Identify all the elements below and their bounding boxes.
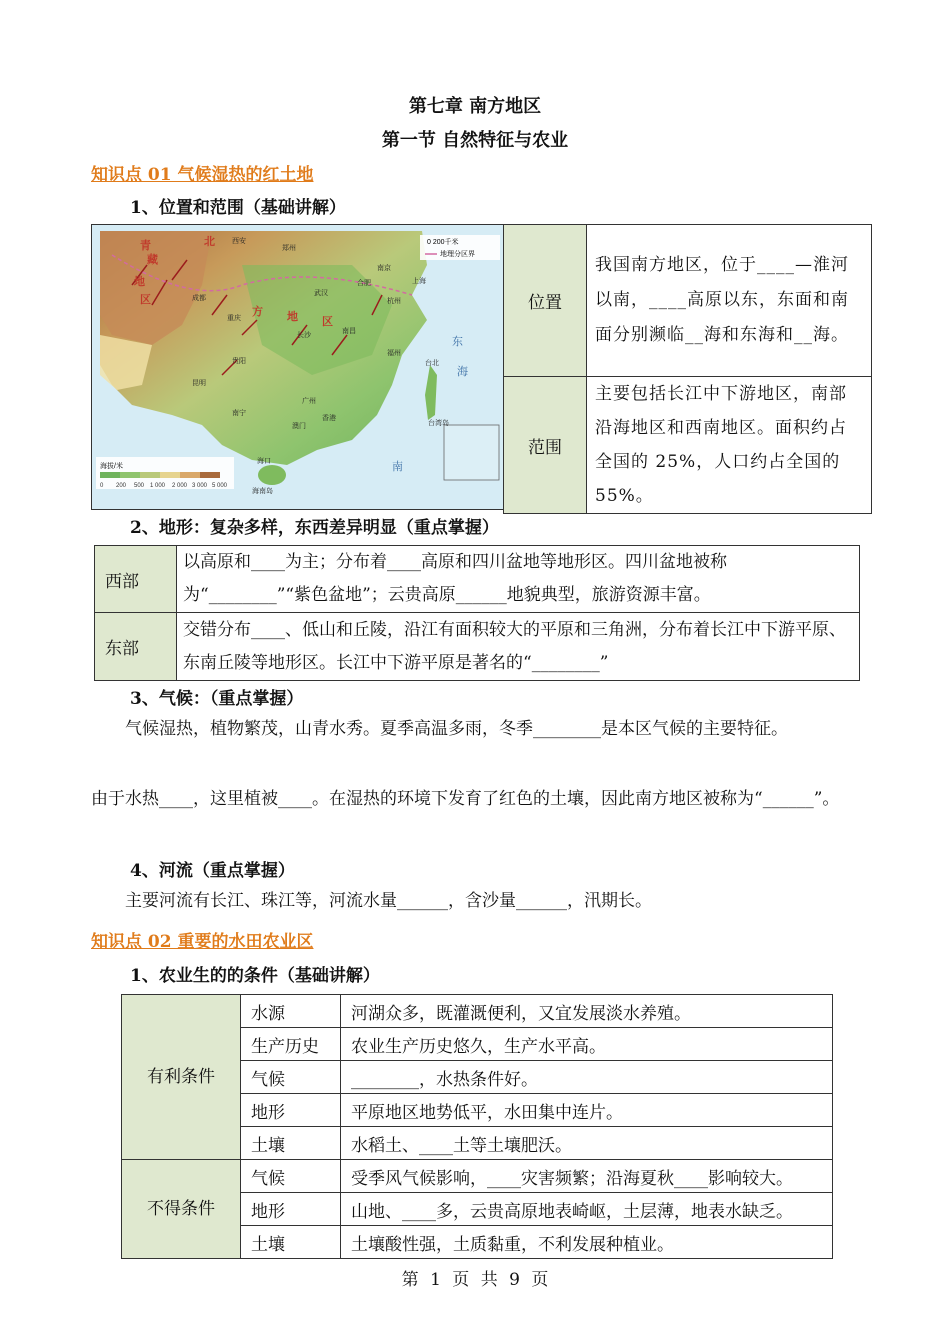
condition-value: 平原地区地势低平，水田集中连片。 — [341, 1094, 833, 1127]
map-label: 方 — [252, 306, 263, 318]
condition-value: 农业生产历史悠久，生产水平高。 — [341, 1028, 833, 1061]
elevation-label: 海拔/米 — [100, 463, 123, 470]
map-label: 南宁 — [232, 410, 246, 417]
footer-text: 第 — [401, 1270, 419, 1290]
elev-tick: 500 — [134, 483, 145, 489]
subsection-location: 1、位置和范围（基础讲解） — [130, 198, 346, 218]
page-footer — [0, 1265, 950, 1290]
condition-key: 地形 — [241, 1193, 341, 1226]
range-label: 范围 — [504, 377, 587, 514]
footer-text: 共 — [480, 1270, 498, 1290]
section-title: 第一节 自然特征与农业 — [381, 130, 569, 151]
subsection-terrain: 2、地形：复杂多样，东西差异明显（重点掌握） — [130, 518, 499, 538]
map-label: 北 — [204, 235, 215, 248]
terrain-west-label: 西部 — [95, 546, 177, 613]
elev-tick: 1 000 — [150, 483, 166, 489]
river-paragraph: 主要河流有长江、珠江等，河流水量______，含沙量______，汛期长。 — [125, 891, 652, 911]
elev-tick: 5 000 — [212, 483, 228, 489]
map-image — [92, 225, 504, 510]
map-label: 台湾岛 — [428, 420, 449, 427]
condition-value: 山地、____多，云贵高原地表崎岖，土层薄，地表水缺乏。 — [341, 1193, 833, 1226]
climate-paragraph-1: 气候湿热，植物繁茂，山青水秀。夏季高温多雨，冬季________是本区气候的主要特征。 — [125, 719, 788, 739]
map-label: 南昌 — [342, 328, 356, 335]
map-label: 青 — [140, 239, 151, 252]
subsection-agriculture-conditions: 1、农业生的的条件（基础讲解） — [130, 966, 380, 986]
inset-map — [444, 425, 499, 480]
map-legend-line: 地理分区界 — [440, 251, 475, 258]
footer-text: 页 — [452, 1270, 470, 1290]
location-range-table — [503, 224, 872, 514]
location-label: 位置 — [504, 225, 587, 377]
map-label: 重庆 — [227, 315, 241, 322]
map-label: 台北 — [425, 360, 439, 367]
subsection-river: 4、河流（重点掌握） — [130, 861, 295, 881]
map-label: 海 — [457, 365, 468, 378]
map-label: 郑州 — [282, 245, 296, 252]
elev-tick: 0 — [100, 483, 104, 489]
favorable-label: 有利条件 — [122, 995, 241, 1160]
page-number: 1 — [430, 1270, 441, 1290]
agriculture-conditions-table — [121, 994, 833, 1259]
map-label: 澳门 — [292, 423, 306, 430]
elevation-bar — [100, 472, 220, 478]
condition-key: 土壤 — [241, 1127, 341, 1160]
chapter-title: 第七章 南方地区 — [408, 96, 542, 117]
map-label: 杭州 — [387, 298, 401, 305]
climate-paragraph-2: 由于水热____，这里植被____。在湿热的环境下发育了红色的土壤，因此南方地区被称为“______”。 — [91, 789, 840, 809]
map-label: 广州 — [302, 398, 316, 405]
map-label: 贵阳 — [232, 358, 246, 365]
elev-tick: 3 000 — [192, 483, 208, 489]
condition-key: 地形 — [241, 1094, 341, 1127]
map-label: 地 — [134, 275, 145, 288]
map-label: 昆明 — [192, 380, 206, 387]
map-label: 地 — [287, 311, 298, 323]
map-label: 东 — [452, 335, 463, 348]
subsection-climate: 3、气候：（重点掌握） — [130, 689, 304, 709]
map-label: 合肥 — [357, 280, 371, 287]
elev-tick: 200 — [116, 483, 127, 489]
map-label: 长沙 — [297, 332, 311, 339]
knowledge-point-2-title: 知识点 02 重要的水田农业区 — [91, 932, 314, 952]
map-label: 南京 — [377, 265, 391, 272]
condition-value: 河湖众多，既灌溉便利，又宜发展淡水养殖。 — [341, 995, 833, 1028]
location-text: 我国南方地区，位于____—淮河以南，____高原以东，东面和南面分别濒临__海和东海和__海。 — [587, 225, 872, 377]
footer-text: 页 — [531, 1270, 549, 1290]
elev-tick: 2 000 — [172, 483, 188, 489]
map-label: 西安 — [232, 238, 246, 245]
map-label: 海南岛 — [252, 488, 273, 495]
hainan-island — [258, 465, 286, 485]
map-label: 藏 — [147, 253, 158, 266]
condition-key: 气候 — [241, 1160, 341, 1193]
terrain-west-text: 以高原和____为主；分布着____高原和四川盆地等地形区。四川盆地被称为“________”“紫色盆地”；云贵高原______地貌典型，旅游资源丰富。 — [177, 546, 860, 613]
unfavorable-label: 不得条件 — [122, 1160, 241, 1259]
terrain-east-text: 交错分布____、低山和丘陵，沿江有面积较大的平原和三角洲，分布着长江中下游平原、东南丘陵等地形区。长江中下游平原是著名的“________” — [177, 613, 860, 681]
map-label: 海口 — [257, 458, 271, 465]
map-label: 香港 — [322, 415, 336, 422]
condition-key: 土壤 — [241, 1226, 341, 1259]
map-label: 上海 — [412, 278, 426, 285]
page-total: 9 — [509, 1270, 520, 1290]
range-text: 主要包括长江中下游地区，南部沿海地区和西南地区。面积约占全国的 25%，人口约占全国的55%。 — [587, 377, 872, 514]
map-label: 福州 — [387, 350, 401, 357]
terrain-table — [94, 545, 860, 681]
condition-value: ________，水热条件好。 — [341, 1061, 833, 1094]
map-label: 区 — [322, 316, 333, 328]
map-label: 武汉 — [314, 290, 328, 297]
map-scale: 0 200千米 — [427, 239, 459, 246]
knowledge-point-1-title: 知识点 01 气候湿热的红土地 — [91, 165, 314, 185]
south-region-map — [91, 224, 504, 510]
condition-value: 受季风气候影响，____灾害频繁；沿海夏秋____影响较大。 — [341, 1160, 833, 1193]
map-label: 区 — [140, 293, 151, 306]
condition-key: 气候 — [241, 1061, 341, 1094]
condition-value: 水稻土、____土等土壤肥沃。 — [341, 1127, 833, 1160]
map-label: 成都 — [192, 295, 206, 302]
condition-key: 水源 — [241, 995, 341, 1028]
condition-value: 土壤酸性强，土质黏重，不利发展种植业。 — [341, 1226, 833, 1259]
condition-key: 生产历史 — [241, 1028, 341, 1061]
terrain-east-label: 东部 — [95, 613, 177, 681]
map-label: 南 — [392, 460, 403, 473]
